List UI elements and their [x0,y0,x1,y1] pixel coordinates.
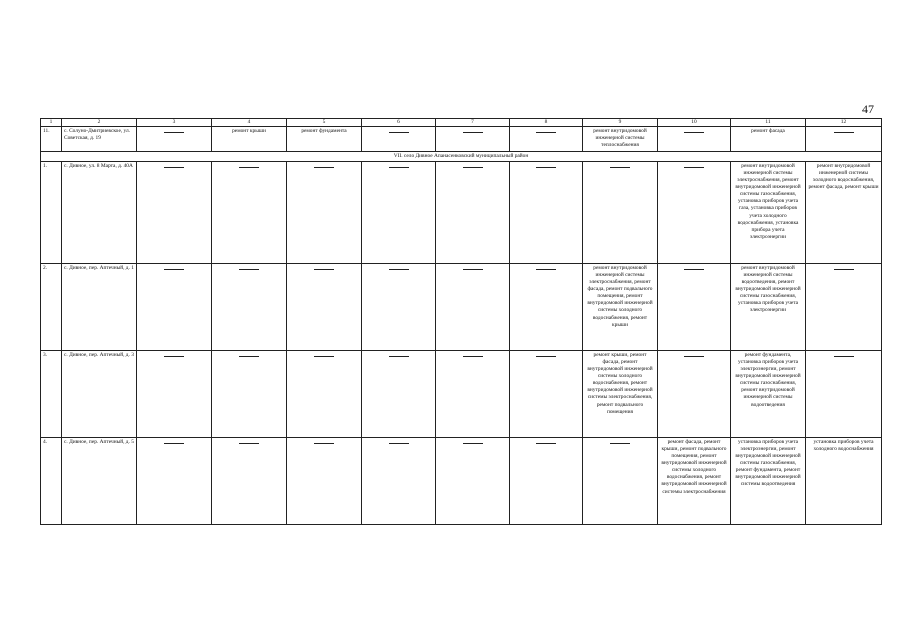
column-number: 3 [137,119,212,127]
dash [239,167,259,168]
table-row [41,263,882,350]
empty-cell [362,350,436,437]
row-number: 2. [41,263,62,350]
work-cell: ремонт крыши [212,127,287,151]
row-address: с. Дивное, ул. 8 Марта, д. 40А [62,161,137,263]
dash [610,167,630,168]
empty-cell [287,161,362,263]
work-cell: ремонт внутридомовой инженерной системы теплоснабжения [583,127,658,151]
section-title: VII. село Дивное Апанасенковский муниципальный район [41,151,882,161]
empty-cell [658,350,731,437]
empty-cell [212,350,287,437]
dash [684,269,704,270]
column-number: 8 [510,119,583,127]
row-number: 4. [41,437,62,524]
row-address: с. Дивное, пер. Аптечный, д. 5 [62,437,137,524]
empty-cell [362,161,436,263]
dash [536,443,556,444]
empty-cell [287,263,362,350]
column-number: 10 [658,119,731,127]
dash [164,269,184,270]
dash [164,356,184,357]
empty-cell [137,161,212,263]
column-number: 5 [287,119,362,127]
dash [164,132,184,133]
work-cell: ремонт фундамента [287,127,362,151]
empty-cell [137,350,212,437]
table-row [41,127,882,151]
table-row [41,161,882,263]
dash [684,167,704,168]
empty-cell [806,263,882,350]
repair-schedule-table [40,118,882,525]
dash [239,356,259,357]
dash [684,356,704,357]
empty-cell [212,437,287,524]
empty-cell [436,127,510,151]
column-number: 6 [362,119,436,127]
dash [536,269,556,270]
dash [389,356,409,357]
row-address: с. Дивное, пер. Аптечный, д. 3 [62,350,137,437]
column-number: 11 [731,119,806,127]
dash [684,132,704,133]
work-cell: ремонт фасада [731,127,806,151]
empty-cell [658,161,731,263]
empty-cell [510,350,583,437]
empty-cell [510,127,583,151]
dash [314,167,334,168]
dash [314,443,334,444]
empty-cell [137,263,212,350]
dash [834,356,854,357]
work-cell: ремонт внутридомовой инженерной системы водоотведения, ремонт внутридомовой инженерной системы газоснабжения, установка приборов учета электроэнергии [731,263,806,350]
work-cell: установка приборов учета электроэнергии, ремонт внутридомовой инженерной системы газоснабжения, ремонт фундамента, ремонт внутридомовой инженерной системы водоотведения [731,437,806,524]
empty-cell [436,437,510,524]
empty-cell [212,263,287,350]
empty-cell [510,161,583,263]
work-cell: ремонт внутридомовой инженерной системы холодного водоснабжения, ремонт фасада, ремонт крыши [806,161,882,263]
row-address: с. Солуно-Дмитриевское, ул. Советская, д. 19 [62,127,137,151]
section-row [41,151,882,161]
work-cell: ремонт внутридомовой инженерной системы электроснабжения, ремонт внутридомовой инженерной системы газоснабжения, установка приборов учета газа, установка приборов учета холодного водоснабжения, установка прибора учета электроэнергии [731,161,806,263]
empty-cell [510,437,583,524]
dash [463,269,483,270]
dash [239,269,259,270]
dash [314,269,334,270]
work-cell: ремонт фасада, ремонт крыши, ремонт подвального помещения, ремонт внутридомовой инженерной системы холодного водоснабжения, ремонт внутридомовой инженерной системы электроснабжения [658,437,731,524]
empty-cell [362,437,436,524]
dash [834,269,854,270]
dash [463,356,483,357]
dash [389,132,409,133]
work-cell: ремонт внутридомовой инженерной системы электроснабжения, ремонт фасада, ремонт подвального помещения, ремонт внутридомовой инженерной системы холодного водоснабжения, ремонт крыши [583,263,658,350]
column-number: 4 [212,119,287,127]
dash [536,356,556,357]
empty-cell [436,350,510,437]
empty-cell [287,437,362,524]
page-number: 47 [862,102,874,116]
empty-cell [137,437,212,524]
dash [314,356,334,357]
empty-cell [362,127,436,151]
dash [536,132,556,133]
column-number: 2 [62,119,137,127]
dash [610,443,630,444]
row-number: 1. [41,161,62,263]
empty-cell [583,161,658,263]
dash [389,269,409,270]
empty-cell [806,350,882,437]
empty-cell [658,127,731,151]
dash [834,132,854,133]
column-number: 12 [806,119,882,127]
empty-cell [212,161,287,263]
row-number: 3. [41,350,62,437]
dash [536,167,556,168]
empty-cell [436,263,510,350]
work-cell: ремонт крыши, ремонт фасада, ремонт внутридомовой инженерной системы холодного водоснабжения, ремонт внутридомовой инженерной системы электроснабжения, ремонт подвального помещения [583,350,658,437]
table-row [41,350,882,437]
column-number-row [41,119,882,127]
work-cell: установка приборов учета холодного водоснабжения [806,437,882,524]
row-address: с. Дивное, пер. Аптечный, д. 1 [62,263,137,350]
work-cell: ремонт фундамента, установка приборов учета электроэнергии, ремонт внутридомовой инженерной системы газоснабжения, ремонт внутридомовой инженерной системы водоотведения [731,350,806,437]
dash [463,132,483,133]
empty-cell [287,350,362,437]
empty-cell [583,437,658,524]
table-row [41,437,882,524]
column-number: 1 [41,119,62,127]
empty-cell [137,127,212,151]
dash [164,443,184,444]
empty-cell [436,161,510,263]
empty-cell [658,263,731,350]
dash [463,167,483,168]
empty-cell [510,263,583,350]
dash [389,443,409,444]
empty-cell [806,127,882,151]
column-number: 9 [583,119,658,127]
dash [389,167,409,168]
dash [239,443,259,444]
column-number: 7 [436,119,510,127]
dash [164,167,184,168]
empty-cell [362,263,436,350]
row-number: 11. [41,127,62,151]
dash [463,443,483,444]
